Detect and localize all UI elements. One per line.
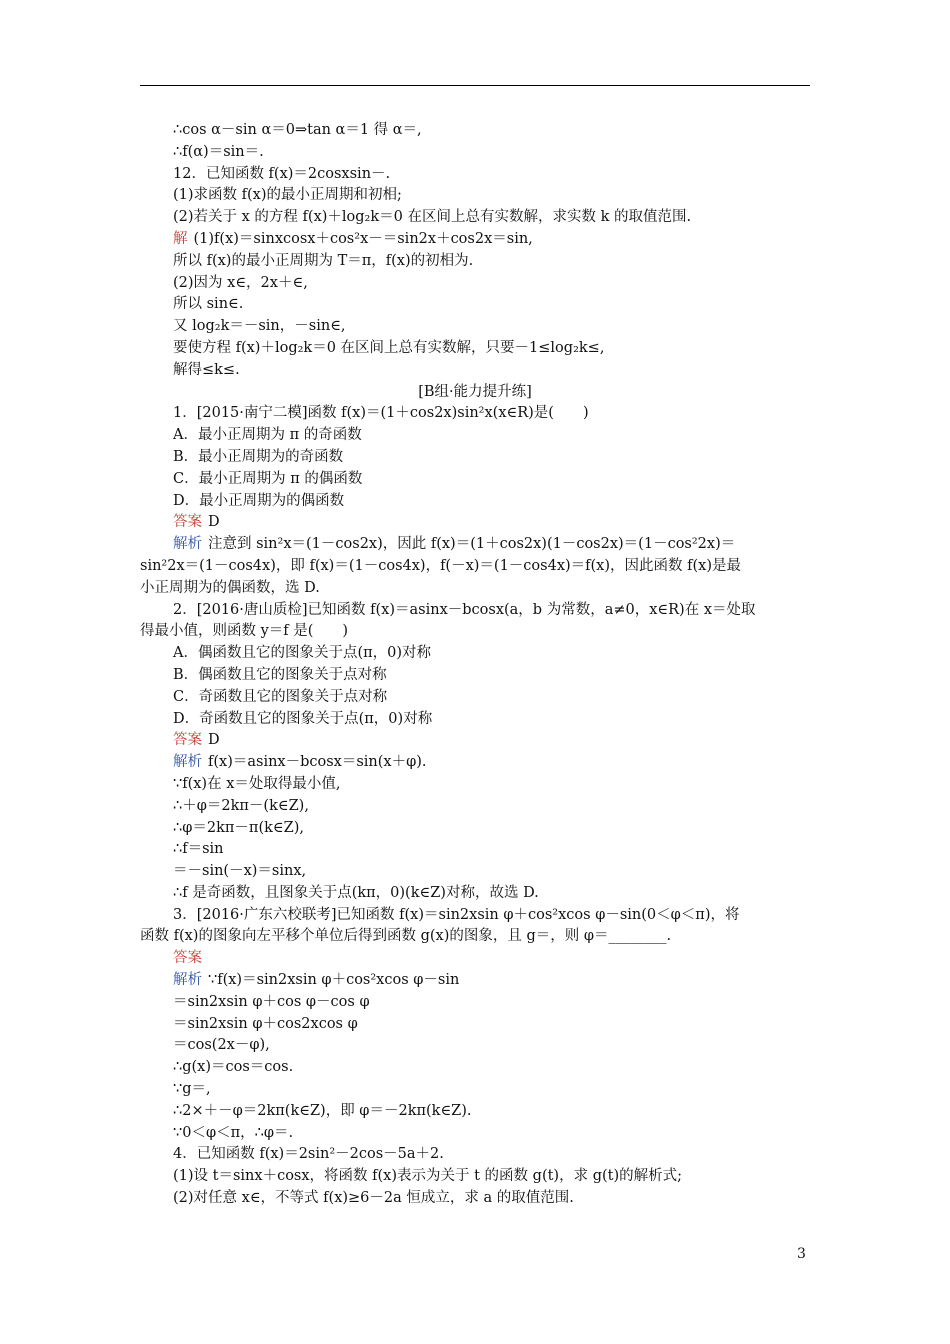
line-text: C．奇函数且它的图象关于点对称 [173,688,388,705]
text-line [140,229,810,251]
line-text: 注意到 sin²x＝(1－cos2x)，因此 f(x)＝(1＋cos2x)(1－cos2x)＝(1－cos²2x)＝ [208,536,736,553]
line-text: ∵f(x)在 x＝处取得最小值, [173,775,341,792]
text-line [140,556,810,578]
text-line [140,905,810,927]
text-line [140,818,810,840]
text-line [140,164,810,186]
text-line [140,665,810,687]
line-text: ∴f 是奇函数，且图象关于点(kπ，0)(k∈Z)对称，故选 D. [173,884,539,901]
text-line [140,294,810,316]
text-line [140,469,810,491]
line-text: f(x)＝asinx－bcosx＝sin(x＋φ). [208,754,427,771]
answer-label: 解 [173,230,188,247]
line-text: ∴2×＋－φ＝2kπ(k∈Z)，即 φ＝－2kπ(k∈Z). [173,1102,472,1119]
line-text: 又 log₂k＝－sin，－sin∈, [173,318,346,335]
line-text: ∵0＜φ＜π，∴φ＝. [173,1124,294,1141]
text-line [140,316,810,338]
line-text: 3．[2016·广东六校联考]已知函数 f(x)＝sin2xsin φ＋cos²xcos φ－sin(0＜φ＜π)，将 [173,906,740,923]
text-line [140,730,810,752]
line-text: 2．[2016·唐山质检]已知函数 f(x)＝asinx－bcosx(a，b 为常数，a≠0，x∈R)在 x＝处取 [173,601,756,618]
line-text: sin²2x＝(1－cos4x)，即 f(x)＝(1－cos4x)，f(－x)＝(1－cos4x)＝f(x)，因此函数 f(x)是最 [140,557,741,574]
page-number: 3 [797,1246,806,1262]
line-text: A．偶函数且它的图象关于点(π，0)对称 [173,645,432,662]
text-line [140,1166,810,1188]
line-text: 4．已知函数 f(x)＝2sin²－2cos－5a＋2. [173,1146,444,1163]
text-line [140,1035,810,1057]
text-line [140,992,810,1014]
line-text: ＝sin2xsin φ＋cos2xcos φ [173,1015,358,1032]
line-text: ＝cos(2x－φ), [173,1037,270,1054]
text-line [140,360,810,382]
text-line [140,512,810,534]
line-text: ＝－sin(－x)＝sinx, [173,863,307,880]
line-text: D [208,514,220,531]
line-text: D [208,732,220,749]
line-text: B．最小正周期为的奇函数 [173,448,344,465]
answer-label: 答案 [173,950,202,967]
text-line [140,774,810,796]
text-line [140,839,810,861]
line-text: ∵f(x)＝sin2xsin φ＋cos²xcos φ－sin [208,972,460,989]
text-line [140,643,810,665]
text-line [140,621,810,643]
line-text: 所以 sin∈. [173,296,244,313]
text-line [140,403,810,425]
text-line [140,273,810,295]
line-text: D．奇函数且它的图象关于点(π，0)对称 [173,710,433,727]
line-text: 函数 f(x)的图象向左平移个单位后得到函数 g(x)的图象，且 g＝，则 φ＝________. [140,928,672,945]
text-line [140,207,810,229]
line-text: ∴f＝sin [173,841,224,858]
line-text: (1)f(x)＝sinxcosx＋cos²x－＝sin2x＋cos2x＝sin, [193,230,533,247]
text-line [140,578,810,600]
document-body [140,120,810,1210]
line-text: ∴g(x)＝cos＝cos. [173,1059,294,1076]
line-text: (1)设 t＝sinx＋cosx，将函数 f(x)表示为关于 t 的函数 g(t)，求 g(t)的解析式; [173,1168,682,1185]
text-line [140,752,810,774]
line-text: ∴＋φ＝2kπ－(k∈Z), [173,797,309,814]
text-line [140,447,810,469]
line-text: (2)因为 x∈，2x＋∈, [173,274,308,291]
line-text: D．最小正周期为的偶函数 [173,492,345,509]
line-text: 得最小值，则函数 y＝f 是( ) [140,623,349,640]
answer-label: 解析 [173,754,202,771]
answer-label: 答案 [173,514,202,531]
text-line [140,185,810,207]
text-line [140,926,810,948]
text-line [140,425,810,447]
line-text: ∴φ＝2kπ－π(k∈Z), [173,819,304,836]
text-line [140,491,810,513]
line-text: [B组·能力提升练] [418,383,532,400]
line-text: (2)若关于 x 的方程 f(x)＋log₂k＝0 在区间上总有实数解，求实数 k 的取值范围. [173,209,692,226]
line-text: C．最小正周期为 π 的偶函数 [173,470,363,487]
header-rule [140,85,810,86]
line-text: (2)对任意 x∈，不等式 f(x)≥6－2a 恒成立，求 a 的取值范围. [173,1190,574,1207]
text-line [140,382,810,404]
text-line [140,796,810,818]
text-line [140,1057,810,1079]
line-text: 小正周期为的偶函数，选 D. [140,579,320,596]
line-text: ∴f(α)＝sin＝. [173,143,264,160]
answer-label: 解析 [173,536,202,553]
text-line [140,1079,810,1101]
line-text: 12．已知函数 f(x)＝2cosxsin－. [173,165,391,182]
answer-label: 解析 [173,972,202,989]
text-line [140,120,810,142]
text-line [140,1123,810,1145]
line-text: A．最小正周期为 π 的奇函数 [173,427,362,444]
text-line [140,687,810,709]
line-text: ＝sin2xsin φ＋cos φ－cos φ [173,993,370,1010]
line-text: 要使方程 f(x)＋log₂k＝0 在区间上总有实数解，只要－1≤log₂k≤, [173,339,605,356]
answer-label: 答案 [173,732,202,749]
text-line [140,970,810,992]
line-text: (1)求函数 f(x)的最小正周期和初相; [173,187,402,204]
text-line [140,534,810,556]
text-line [140,948,810,970]
line-text: ∵g＝, [173,1081,211,1098]
text-line [140,142,810,164]
text-line [140,1144,810,1166]
line-text: B．偶函数且它的图象关于点对称 [173,666,387,683]
text-line [140,251,810,273]
line-text: ∴cos α－sin α＝0⇒tan α＝1 得 α＝, [173,122,422,138]
text-line [140,709,810,731]
line-text: 解得≤k≤. [173,361,240,378]
text-line [140,883,810,905]
text-line [140,600,810,622]
line-text: 1．[2015·南宁二模]函数 f(x)＝(1＋cos2x)sin²x(x∈R)是( ) [173,405,589,422]
line-text: 所以 f(x)的最小正周期为 T＝π，f(x)的初相为. [173,252,474,269]
text-line [140,1014,810,1036]
text-line [140,1188,810,1210]
text-line [140,338,810,360]
text-line [140,1101,810,1123]
text-line [140,861,810,883]
